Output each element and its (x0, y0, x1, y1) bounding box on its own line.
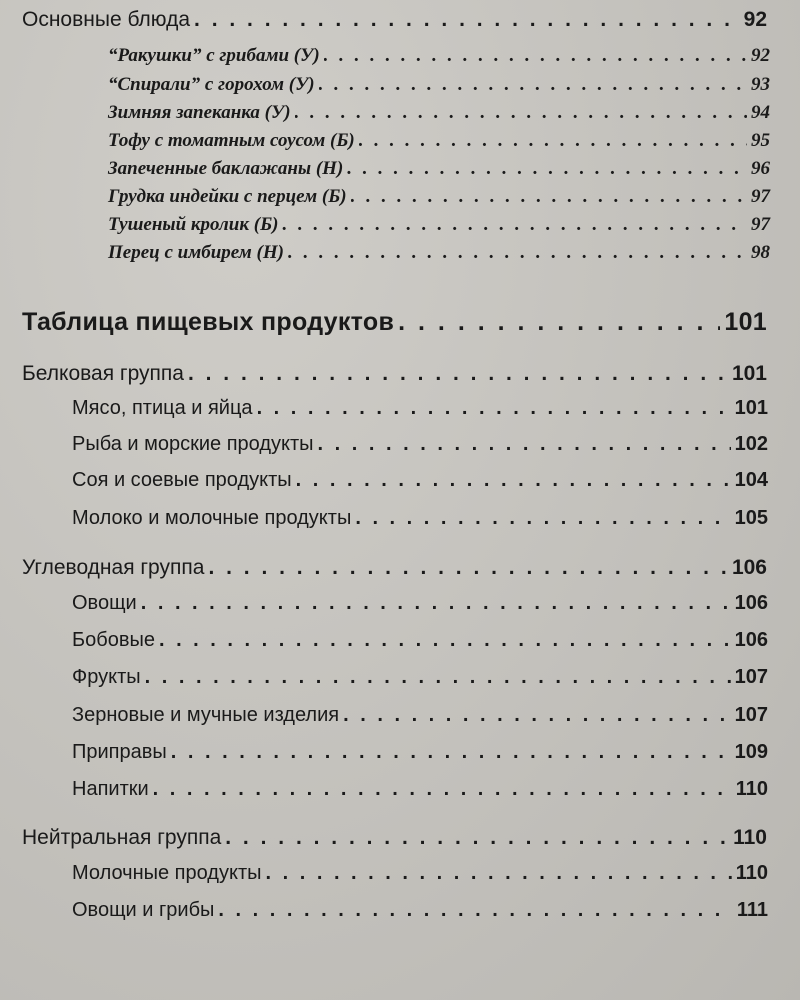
toc-group-heading (22, 826, 767, 850)
dot-leader (295, 102, 747, 124)
toc-entry-title: Молочные продукты (72, 862, 262, 884)
toc-page-number: 111 (736, 899, 768, 921)
toc-entry-title: “Ракушки” с грибами (У) (108, 45, 320, 66)
dot-leader (225, 826, 729, 850)
toc-page-number: 95 (751, 130, 770, 151)
toc-page-number: 110 (735, 778, 768, 800)
toc-entry-title: Молоко и молочные продукты (72, 507, 352, 529)
toc-page-number: 110 (733, 826, 767, 849)
toc-page-number: 96 (751, 158, 770, 179)
toc-page-number: 101 (724, 308, 767, 336)
toc-entry (72, 899, 768, 922)
toc-entry (72, 629, 768, 652)
toc-page-number: 101 (731, 362, 767, 385)
toc-page-number: 106 (731, 556, 767, 579)
toc-page-number: 94 (751, 102, 770, 123)
toc-entry-title: Тофу с томатным соусом (Б) (108, 130, 355, 151)
toc-entry (108, 130, 770, 152)
toc-entry (72, 433, 768, 456)
dot-leader (218, 899, 732, 922)
dot-leader (351, 186, 747, 208)
toc-entry-title: Грудка индейки с перцем (Б) (108, 186, 347, 207)
toc-entry (72, 741, 768, 764)
toc-entry-title: Мясо, птица и яйца (72, 397, 253, 419)
toc-page-number: 101 (734, 397, 768, 419)
dot-leader (145, 666, 731, 689)
dot-leader (355, 507, 730, 530)
toc-entry (72, 507, 768, 530)
toc-entry-title: Напитки (72, 778, 149, 800)
toc-entry-title: Овощи и грибы (72, 899, 215, 921)
toc-page-number: 97 (751, 186, 770, 207)
toc-entry (108, 186, 770, 208)
toc-entry (108, 214, 770, 236)
toc-entry (72, 397, 768, 420)
toc-page-number: 109 (734, 741, 768, 763)
toc-entry-title: Основные блюда (22, 8, 191, 31)
toc-section-heading (22, 8, 767, 32)
toc-entry-title: Перец с имбирем (Н) (108, 242, 284, 263)
toc-page-number: 106 (734, 592, 768, 614)
dot-leader (319, 74, 747, 96)
toc-entry-title: Зимняя запеканка (У) (108, 102, 291, 123)
dot-leader (208, 556, 728, 580)
dot-leader (343, 704, 731, 727)
dot-leader (347, 158, 747, 180)
dot-leader (265, 862, 731, 885)
toc-page-number: 106 (734, 629, 768, 651)
dot-leader (282, 214, 747, 236)
dot-leader (318, 433, 731, 456)
toc-entry (72, 704, 768, 727)
toc-entry-title: Углеводная группа (22, 556, 205, 579)
dot-leader (296, 469, 731, 492)
toc-entry (72, 666, 768, 689)
toc-page-number: 92 (743, 8, 767, 31)
toc-entry (72, 592, 768, 615)
toc-entry (72, 778, 768, 801)
dot-leader (171, 741, 731, 764)
toc-entry-title: Таблица пищевых продуктов (22, 308, 395, 336)
toc-page-number: 107 (734, 666, 768, 688)
dot-leader (153, 778, 732, 801)
toc-entry-title: Запеченные баклажаны (Н) (108, 158, 344, 179)
toc-entry-title: Овощи (72, 592, 137, 614)
toc-entry-title: Белковая группа (22, 362, 184, 385)
toc-entry (108, 45, 770, 67)
toc-page-number: 97 (751, 214, 770, 235)
dot-leader (159, 629, 731, 652)
toc-page-number: 93 (751, 74, 770, 95)
toc-chapter-heading (22, 308, 767, 337)
toc-entry-title: “Спирали” с горохом (У) (108, 74, 315, 95)
toc-page-number: 102 (734, 433, 768, 455)
dot-leader (141, 592, 731, 615)
toc-entry-title: Бобовые (72, 629, 155, 651)
toc-entry (108, 74, 770, 96)
dot-leader (188, 362, 728, 386)
dot-leader (398, 308, 720, 337)
toc-entry-title: Рыба и морские продукты (72, 433, 314, 455)
dot-leader (194, 8, 740, 32)
toc-page-number: 110 (735, 862, 768, 884)
toc-entry-title: Тушеный кролик (Б) (108, 214, 279, 235)
toc-group-heading (22, 556, 767, 580)
toc-entry-title: Фрукты (72, 666, 141, 688)
toc-group-heading (22, 362, 767, 386)
toc-entry (72, 862, 768, 885)
toc-page-number: 98 (751, 242, 770, 263)
dot-leader (288, 242, 747, 264)
toc-entry (108, 102, 770, 124)
toc-entry-title: Приправы (72, 741, 167, 763)
toc-page-number: 107 (734, 704, 768, 726)
toc-entry (108, 158, 770, 180)
toc-entry-title: Зерновые и мучные изделия (72, 704, 340, 726)
dot-leader (359, 130, 747, 152)
dot-leader (257, 397, 731, 420)
dot-leader (324, 45, 747, 67)
toc-page-number: 105 (734, 507, 768, 529)
toc-entry (72, 469, 768, 492)
toc-entry-title: Нейтральная группа (22, 826, 222, 849)
toc-page-number: 92 (751, 45, 770, 66)
toc-entry-title: Соя и соевые продукты (72, 469, 292, 491)
toc-entry (108, 242, 770, 264)
toc-page-number: 104 (734, 469, 768, 491)
